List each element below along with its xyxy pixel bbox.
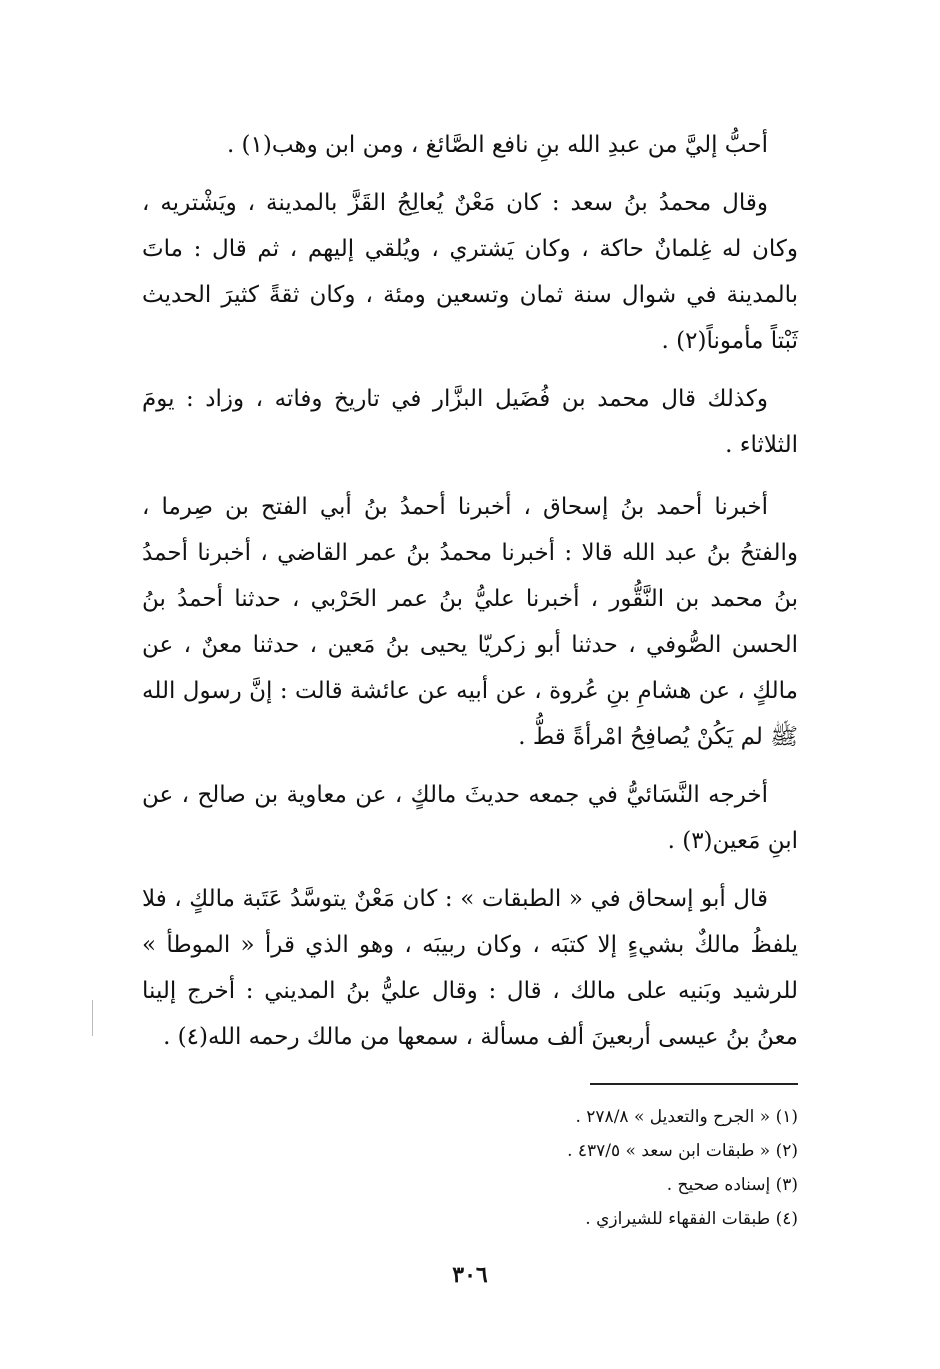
paragraph-1: أحبُّ إليَّ من عبدِ الله بنِ نافع الصَّائغ ، ومن ابن وهب(١) .	[226, 132, 768, 158]
paragraph-2: وقال محمدُ بنُ سعد : كان مَعْنٌ يُعالِجُ القَزَّ بالمدينة ، ويَشْتريه ، وكان له غِلمانٌ حاكة ، وكان يَشتري ، ويُلقي إليهم ، ثم قال : ماتَ بالمدينة في شوال سنة ثمان وتسعين ومئة ، وكان ثقةً كثيرَ الحديث ثَبْتاً مأموناً(٢) .	[142, 190, 798, 354]
footnotes	[298, 1100, 798, 1236]
paragraph-3: وكذلك قال محمد بن فُضَيل البزَّار في تاريخ وفاته ، وزاد : يومَ الثلاثاء .	[142, 386, 798, 458]
page-number: ٣٠٦	[452, 1262, 488, 1288]
footnote-1: (١) « الجرح والتعديل » ٢٧٨/٨ .	[575, 1107, 798, 1127]
footnote-3: (٣) إسناده صحيح .	[666, 1175, 798, 1195]
main-text	[142, 122, 798, 1060]
footnote-2: (٢) « طبقات ابن سعد » ٤٣٧/٥ .	[567, 1141, 798, 1161]
footnote-divider	[590, 1083, 798, 1085]
paragraph-5: أخرجه النَّسَائيُّ في جمعه حديثَ مالكٍ ، عن معاوية بن صالح ، عن ابنِ مَعين(٣) .	[142, 782, 798, 854]
footnote-4: (٤) طبقات الفقهاء للشيرازي .	[585, 1209, 798, 1229]
paragraph-6: قال أبو إسحاق في « الطبقات » : كان مَعْنٌ يتوسَّدُ عَتَبة مالكٍ ، فلا يلفظُ مالكٌ بشيءٍ إلا كتبَه ، وكان ربيبَه ، وهو الذي قرأ « الموطأ » للرشيد وبَنيه على مالك ، قال : وقال عليُّ بنُ المديني : أخرج إلينا معنُ بنُ عيسى أربعينَ ألف مسألة ، سمعها من مالك رحمه الله(٤) .	[142, 886, 798, 1050]
scan-mark	[92, 1000, 93, 1036]
paragraph-4: أخبرنا أحمد بنُ إسحاق ، أخبرنا أحمدُ بنُ أبي الفتح بن صِرما ، والفتحُ بنُ عبد الله قالا : أخبرنا محمدُ بنُ عمر القاضي ، أخبرنا أحمدُ بنُ محمد بن النَّقُّور ، أخبرنا عليُّ بنُ عمر الحَرْبي ، حدثنا أحمدُ بنُ الحسن الصُّوفي ، حدثنا أبو زكريّا يحيى بنُ مَعين ، حدثنا معنٌ ، عن مالكٍ ، عن هشامِ بنِ عُروة ، عن أبيه عن عائشة قالت : إنَّ رسول الله ﷺ لم يَكُنْ يُصافِحُ امْرأةً قطُّ .	[142, 494, 798, 750]
